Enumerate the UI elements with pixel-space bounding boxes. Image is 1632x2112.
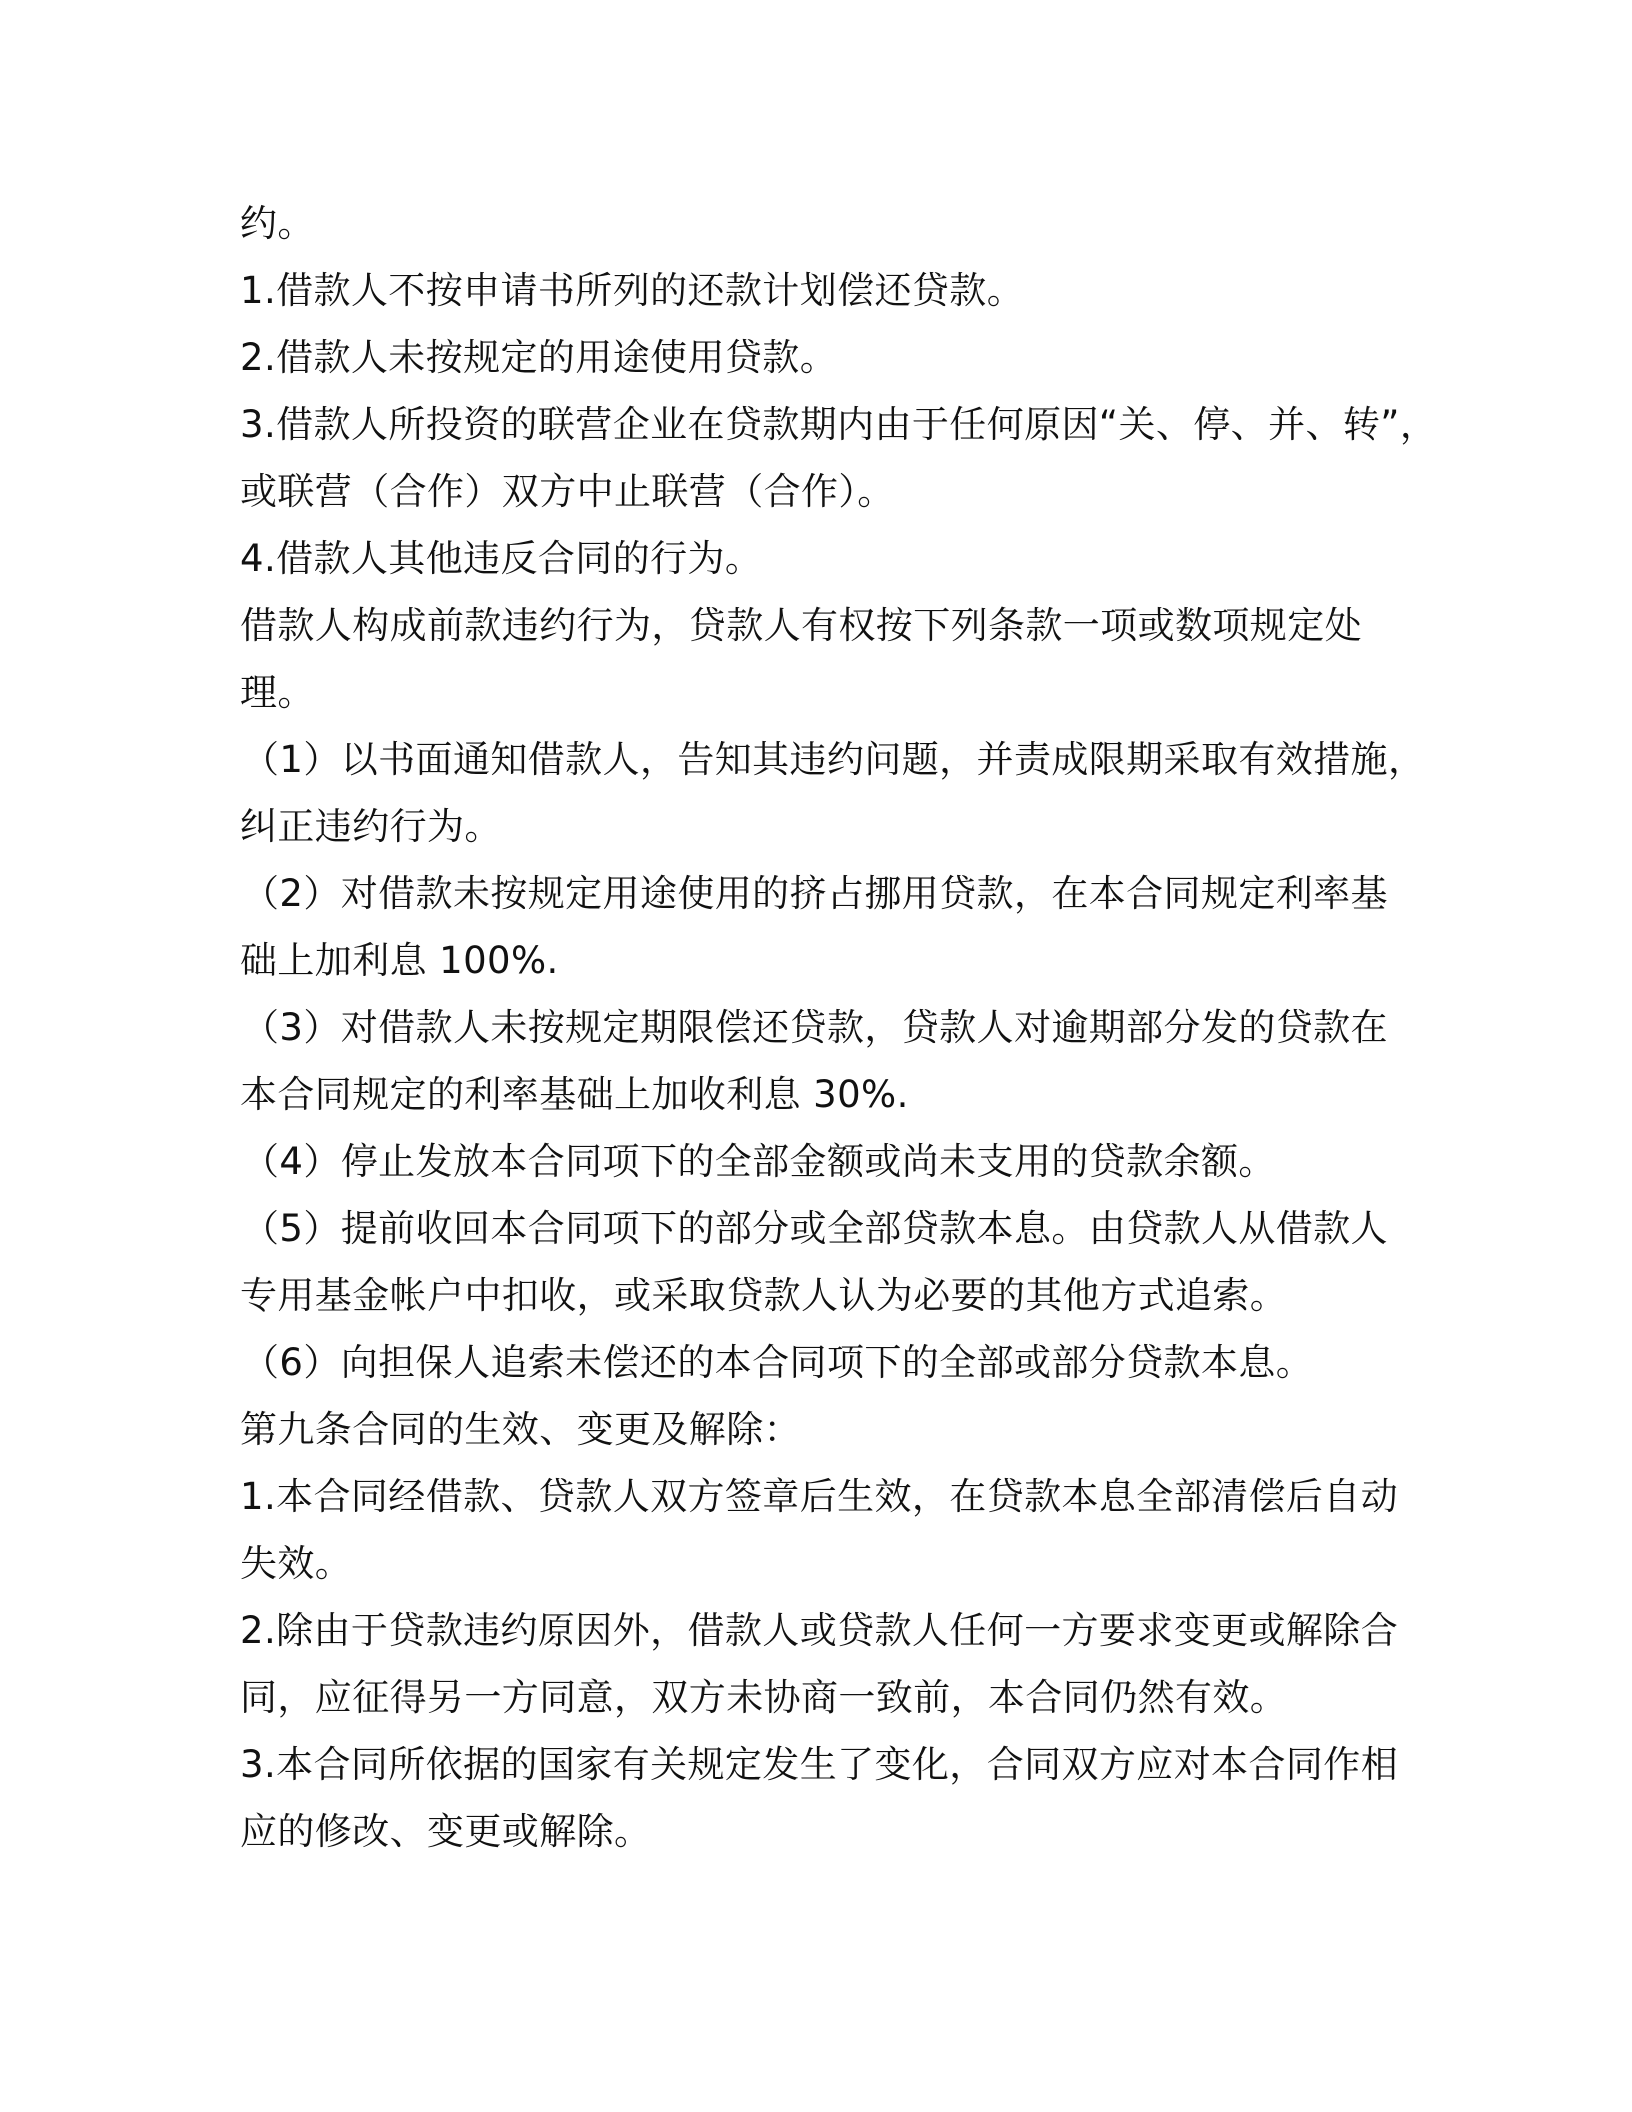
text-line: 3.借款人所投资的联营企业在贷款期内由于任何原因“关、停、并、转”， — [240, 403, 1438, 446]
text-line: （4）停止发放本合同项下的全部金额或尚未支用的贷款余额。 — [242, 1140, 1276, 1183]
text-line: 2.除由于贷款违约原因外，借款人或贷款人任何一方要求变更或解除合 — [240, 1609, 1399, 1652]
text-line: 专用基金帐户中扣收，或采取贷款人认为必要的其他方式追索。 — [240, 1274, 1288, 1317]
text-line: 失效。 — [240, 1542, 353, 1585]
text-line: 应的修改、变更或解除。 — [240, 1810, 652, 1853]
text-line: 1.本合同经借款、贷款人双方签章后生效，在贷款本息全部清偿后自动 — [240, 1475, 1399, 1518]
text-line: （1）以书面通知借款人，告知其违约问题，并责成限期采取有效措施， — [242, 738, 1426, 781]
text-line: （3）对借款人未按规定期限偿还贷款，贷款人对逾期部分发的贷款在 — [242, 1006, 1388, 1049]
section-heading: 第九条合同的生效、变更及解除： — [240, 1408, 801, 1451]
text-line: 本合同规定的利率基础上加收利息 30%. — [240, 1073, 909, 1116]
text-line: 础上加利息 100%. — [240, 939, 559, 982]
text-line: 4.借款人其他违反合同的行为。 — [240, 537, 763, 580]
text-line: 同，应征得另一方同意，双方未协商一致前，本合同仍然有效。 — [240, 1676, 1288, 1719]
text-line: 1.借款人不按申请书所列的还款计划偿还贷款。 — [240, 269, 1025, 312]
text-line: （6）向担保人追索未偿还的本合同项下的全部或部分贷款本息。 — [242, 1341, 1314, 1384]
text-line: 纠正违约行为。 — [240, 805, 502, 848]
text-line: 或联营（合作）双方中止联营（合作）。 — [240, 470, 895, 513]
text-line: 理。 — [240, 671, 315, 714]
text-line: 2.借款人未按规定的用途使用贷款。 — [240, 336, 838, 379]
text-line: （2）对借款未按规定用途使用的挤占挪用贷款，在本合同规定利率基 — [242, 872, 1388, 915]
text-line: 约。 — [240, 202, 315, 245]
text-line: 借款人构成前款违约行为，贷款人有权按下列条款一项或数项规定处 — [240, 604, 1362, 647]
document-body — [240, 190, 1438, 1865]
text-line: 3.本合同所依据的国家有关规定发生了变化，合同双方应对本合同作相 — [240, 1743, 1399, 1786]
text-line: （5）提前收回本合同项下的部分或全部贷款本息。由贷款人从借款人 — [242, 1207, 1388, 1250]
